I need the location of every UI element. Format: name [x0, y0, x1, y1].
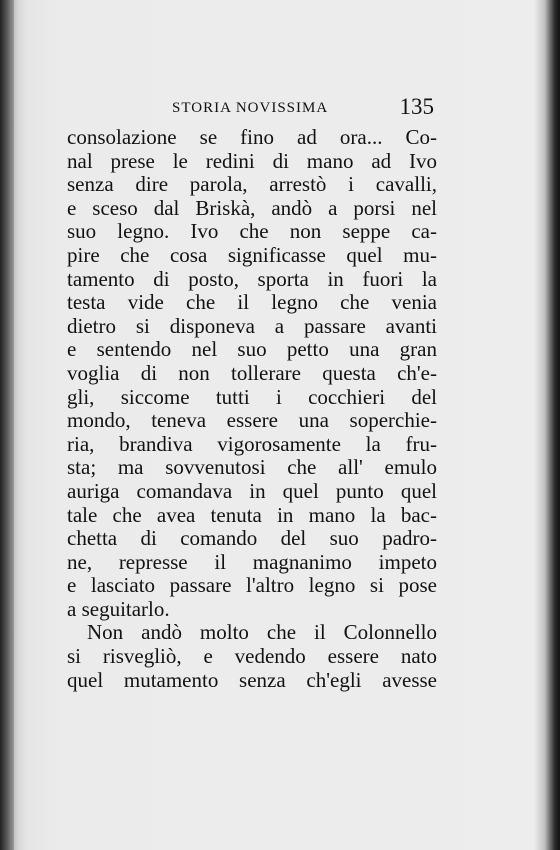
- text-line: dietro si disponeva a passare avanti: [67, 313, 437, 338]
- text-line: tale che avea tenuta in mano la bac-: [67, 502, 437, 527]
- binding-gutter: [0, 0, 14, 850]
- text-line: ria, brandiva vigorosamente la fru-: [67, 431, 437, 456]
- text-line: e sentendo nel suo petto una gran: [67, 337, 437, 362]
- text-line: pire che cosa significasse quel mu-: [67, 242, 437, 267]
- text-line: si risvegliò, e vedendo essere nato: [67, 644, 437, 669]
- text-line: e lasciato passare l'altro legno si pose: [67, 573, 437, 598]
- running-head: STORIA NOVISSIMA: [172, 100, 329, 116]
- text-line: ne, represse il magnanimo impeto: [67, 549, 437, 574]
- text-line: chetta di comando del suo padro-: [67, 526, 437, 551]
- body-text: [67, 126, 437, 692]
- text-line: Non andò molto che il Colonnello: [87, 620, 437, 645]
- page-header: [68, 94, 434, 122]
- text-line: e sceso dal Briskà, andò a porsi nel: [67, 195, 437, 220]
- page-edge-shadow: [534, 0, 560, 850]
- text-line: quel mutamento senza ch'egli avesse: [67, 667, 437, 692]
- text-line: gli, siccome tutti i cocchieri del: [67, 384, 437, 409]
- text-line: tamento di posto, sporta in fuori la: [67, 266, 437, 291]
- text-line: consolazione se fino ad ora... Co-: [67, 125, 437, 149]
- text-line: auriga comandava in quel punto quel: [67, 478, 437, 503]
- text-line: nal prese le redini di mano ad Ivo: [67, 148, 437, 173]
- text-line: testa vide che il legno che venia: [67, 290, 437, 315]
- text-line: senza dire parola, arrestò i cavalli,: [67, 172, 437, 197]
- text-line: sta; ma sovvenutosi che all' emulo: [67, 455, 437, 480]
- page-number: 135: [399, 94, 434, 119]
- text-line: suo legno. Ivo che non seppe ca-: [67, 219, 437, 244]
- text-line: mondo, teneva essere una soperchie-: [67, 408, 437, 433]
- text-line: a seguitarlo.: [67, 596, 170, 621]
- text-line: voglia di non tollerare questa ch'e-: [67, 360, 437, 385]
